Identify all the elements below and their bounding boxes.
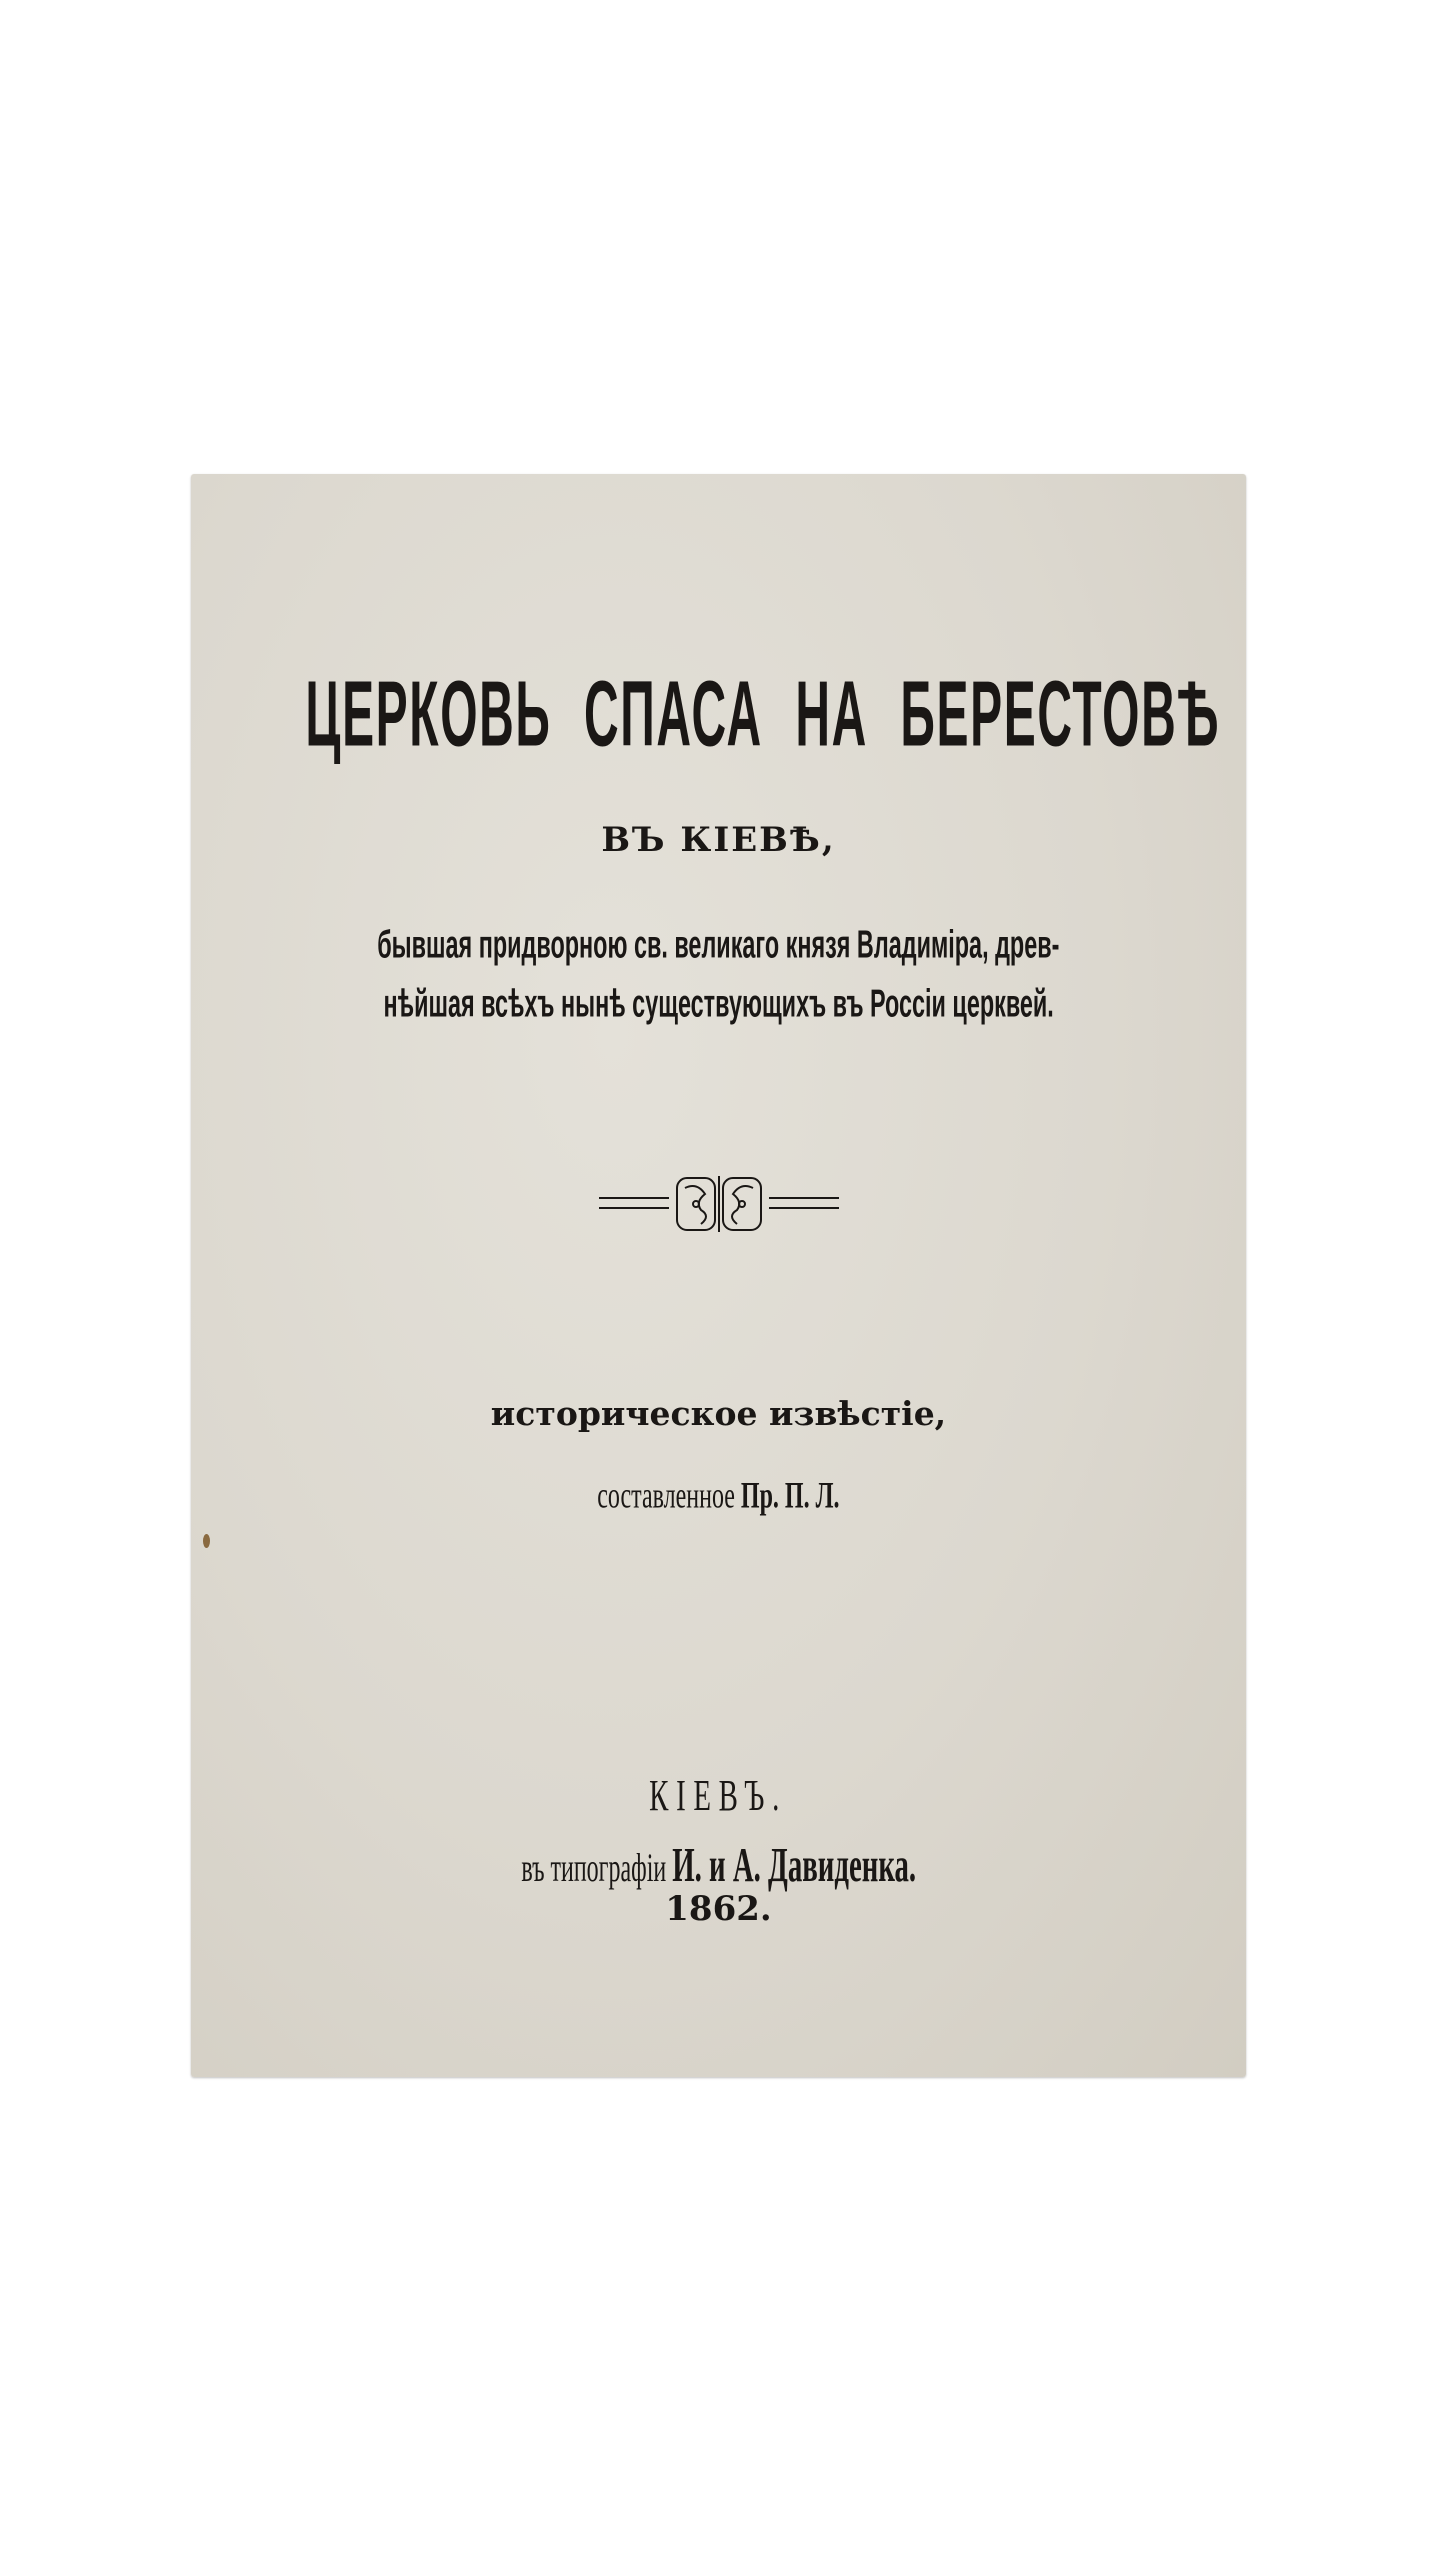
subtitle-line-1 (191, 923, 1246, 967)
title-page (191, 474, 1246, 2077)
book-title-text: ЦЕРКОВЬ СПАСА НА БЕРЕСТОВѢ (305, 661, 1221, 766)
press-prefix: въ типографіи (521, 1846, 667, 1891)
foxing-stain (203, 1534, 210, 1548)
imprint-year: 1862. (665, 1889, 772, 1929)
city-line: ВЪ КІЕВѢ, (601, 820, 836, 860)
author-line (191, 1474, 1246, 1516)
author-prefix: составленное (597, 1474, 736, 1516)
ornament-divider-icon (191, 1174, 1246, 1234)
subtitle-line-2 (191, 982, 1246, 1026)
book-title (191, 661, 1246, 766)
imprint-place (191, 1772, 1246, 1821)
subtitle-line-2-text: нѣйшая всѣхъ нынѣ существующихъ въ Россіи церквей. (383, 982, 1054, 1026)
press-name: И. и А. Давиденка. (672, 1838, 916, 1892)
imprint-press (191, 1838, 1246, 1892)
genre-line: историческое извѣстіе, (490, 1394, 947, 1433)
subtitle-line-1-text: бывшая придворною св. великаго князя Владиміра, древ- (377, 923, 1060, 967)
imprint-place-text: КІЕВЪ. (649, 1772, 788, 1821)
author-initials: Пр. П. Л. (741, 1474, 840, 1516)
